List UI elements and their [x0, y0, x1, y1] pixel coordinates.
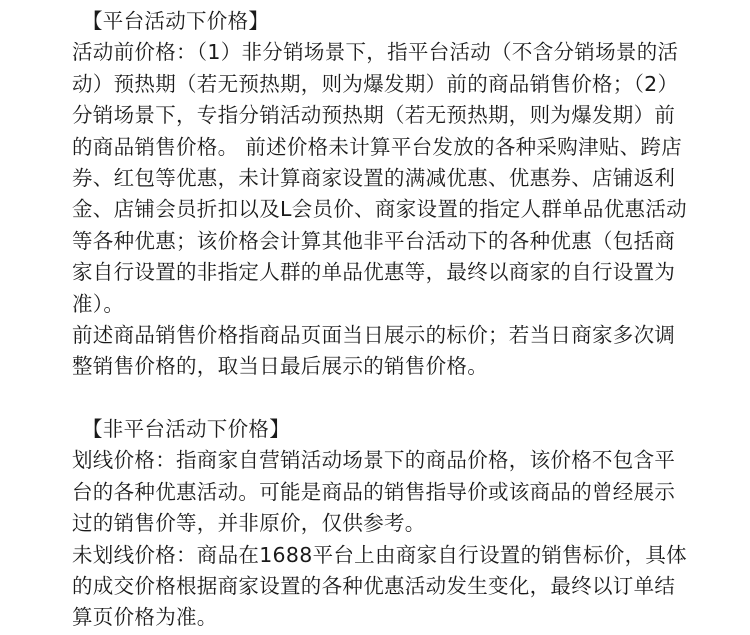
text-line: 活动前价格：（1）非分销场景下，指平台活动（不含分销场景的活	[72, 40, 679, 65]
text-line: 等各种优惠；该价格会计算其他非平台活动下的各种优惠（包括商	[72, 228, 676, 253]
platform-activity-section	[72, 6, 712, 383]
text-line: 算页价格为准。	[72, 605, 218, 630]
text-line: 过的销售价等，并非原价，仅供参考。	[72, 511, 426, 536]
text-line: 分销场景下，专指分销活动预热期（若无预热期，则为爆发期）前	[72, 103, 676, 128]
non-platform-activity-section	[72, 414, 712, 634]
text-line: 家自行设置的非指定人群的单品优惠等，最终以商家的自行设置为	[72, 260, 676, 285]
text-line: 未划线价格：商品在1688平台上由商家自行设置的销售标价，具体	[72, 542, 687, 567]
text-line: 前述商品销售价格指商品页面当日展示的标价；若当日商家多次调	[72, 322, 676, 347]
price-policy-document	[72, 6, 712, 634]
section-heading-non-platform-activity: 【非平台活动下价格】	[82, 417, 290, 442]
text-line: 台的各种优惠活动。可能是商品的销售指导价或该商品的曾经展示	[72, 479, 676, 504]
section-spacer	[72, 383, 712, 414]
text-line: 的商品销售价格。 前述价格未计算平台发放的各种采购津贴、跨店	[72, 134, 683, 159]
text-line: 金、店铺会员折扣以及L会员价、商家设置的指定人群单品优惠活动	[72, 197, 687, 222]
text-line: 的成交价格根据商家设置的各种优惠活动发生变化，最终以订单结	[72, 574, 676, 599]
section-heading-platform-activity: 【平台活动下价格】	[82, 9, 270, 33]
text-line: 券、红包等优惠，未计算商家设置的满减优惠、优惠券、店铺返利	[72, 165, 676, 190]
text-line: 划线价格：指商家自营销活动场景下的商品价格，该价格不包含平	[72, 448, 676, 473]
text-line: 准）。	[72, 291, 125, 316]
text-line: 整销售价格的，取当日最后展示的销售价格。	[72, 354, 488, 379]
text-line: 动）预热期（若无预热期，则为爆发期）前的商品销售价格；（2）	[72, 71, 679, 96]
